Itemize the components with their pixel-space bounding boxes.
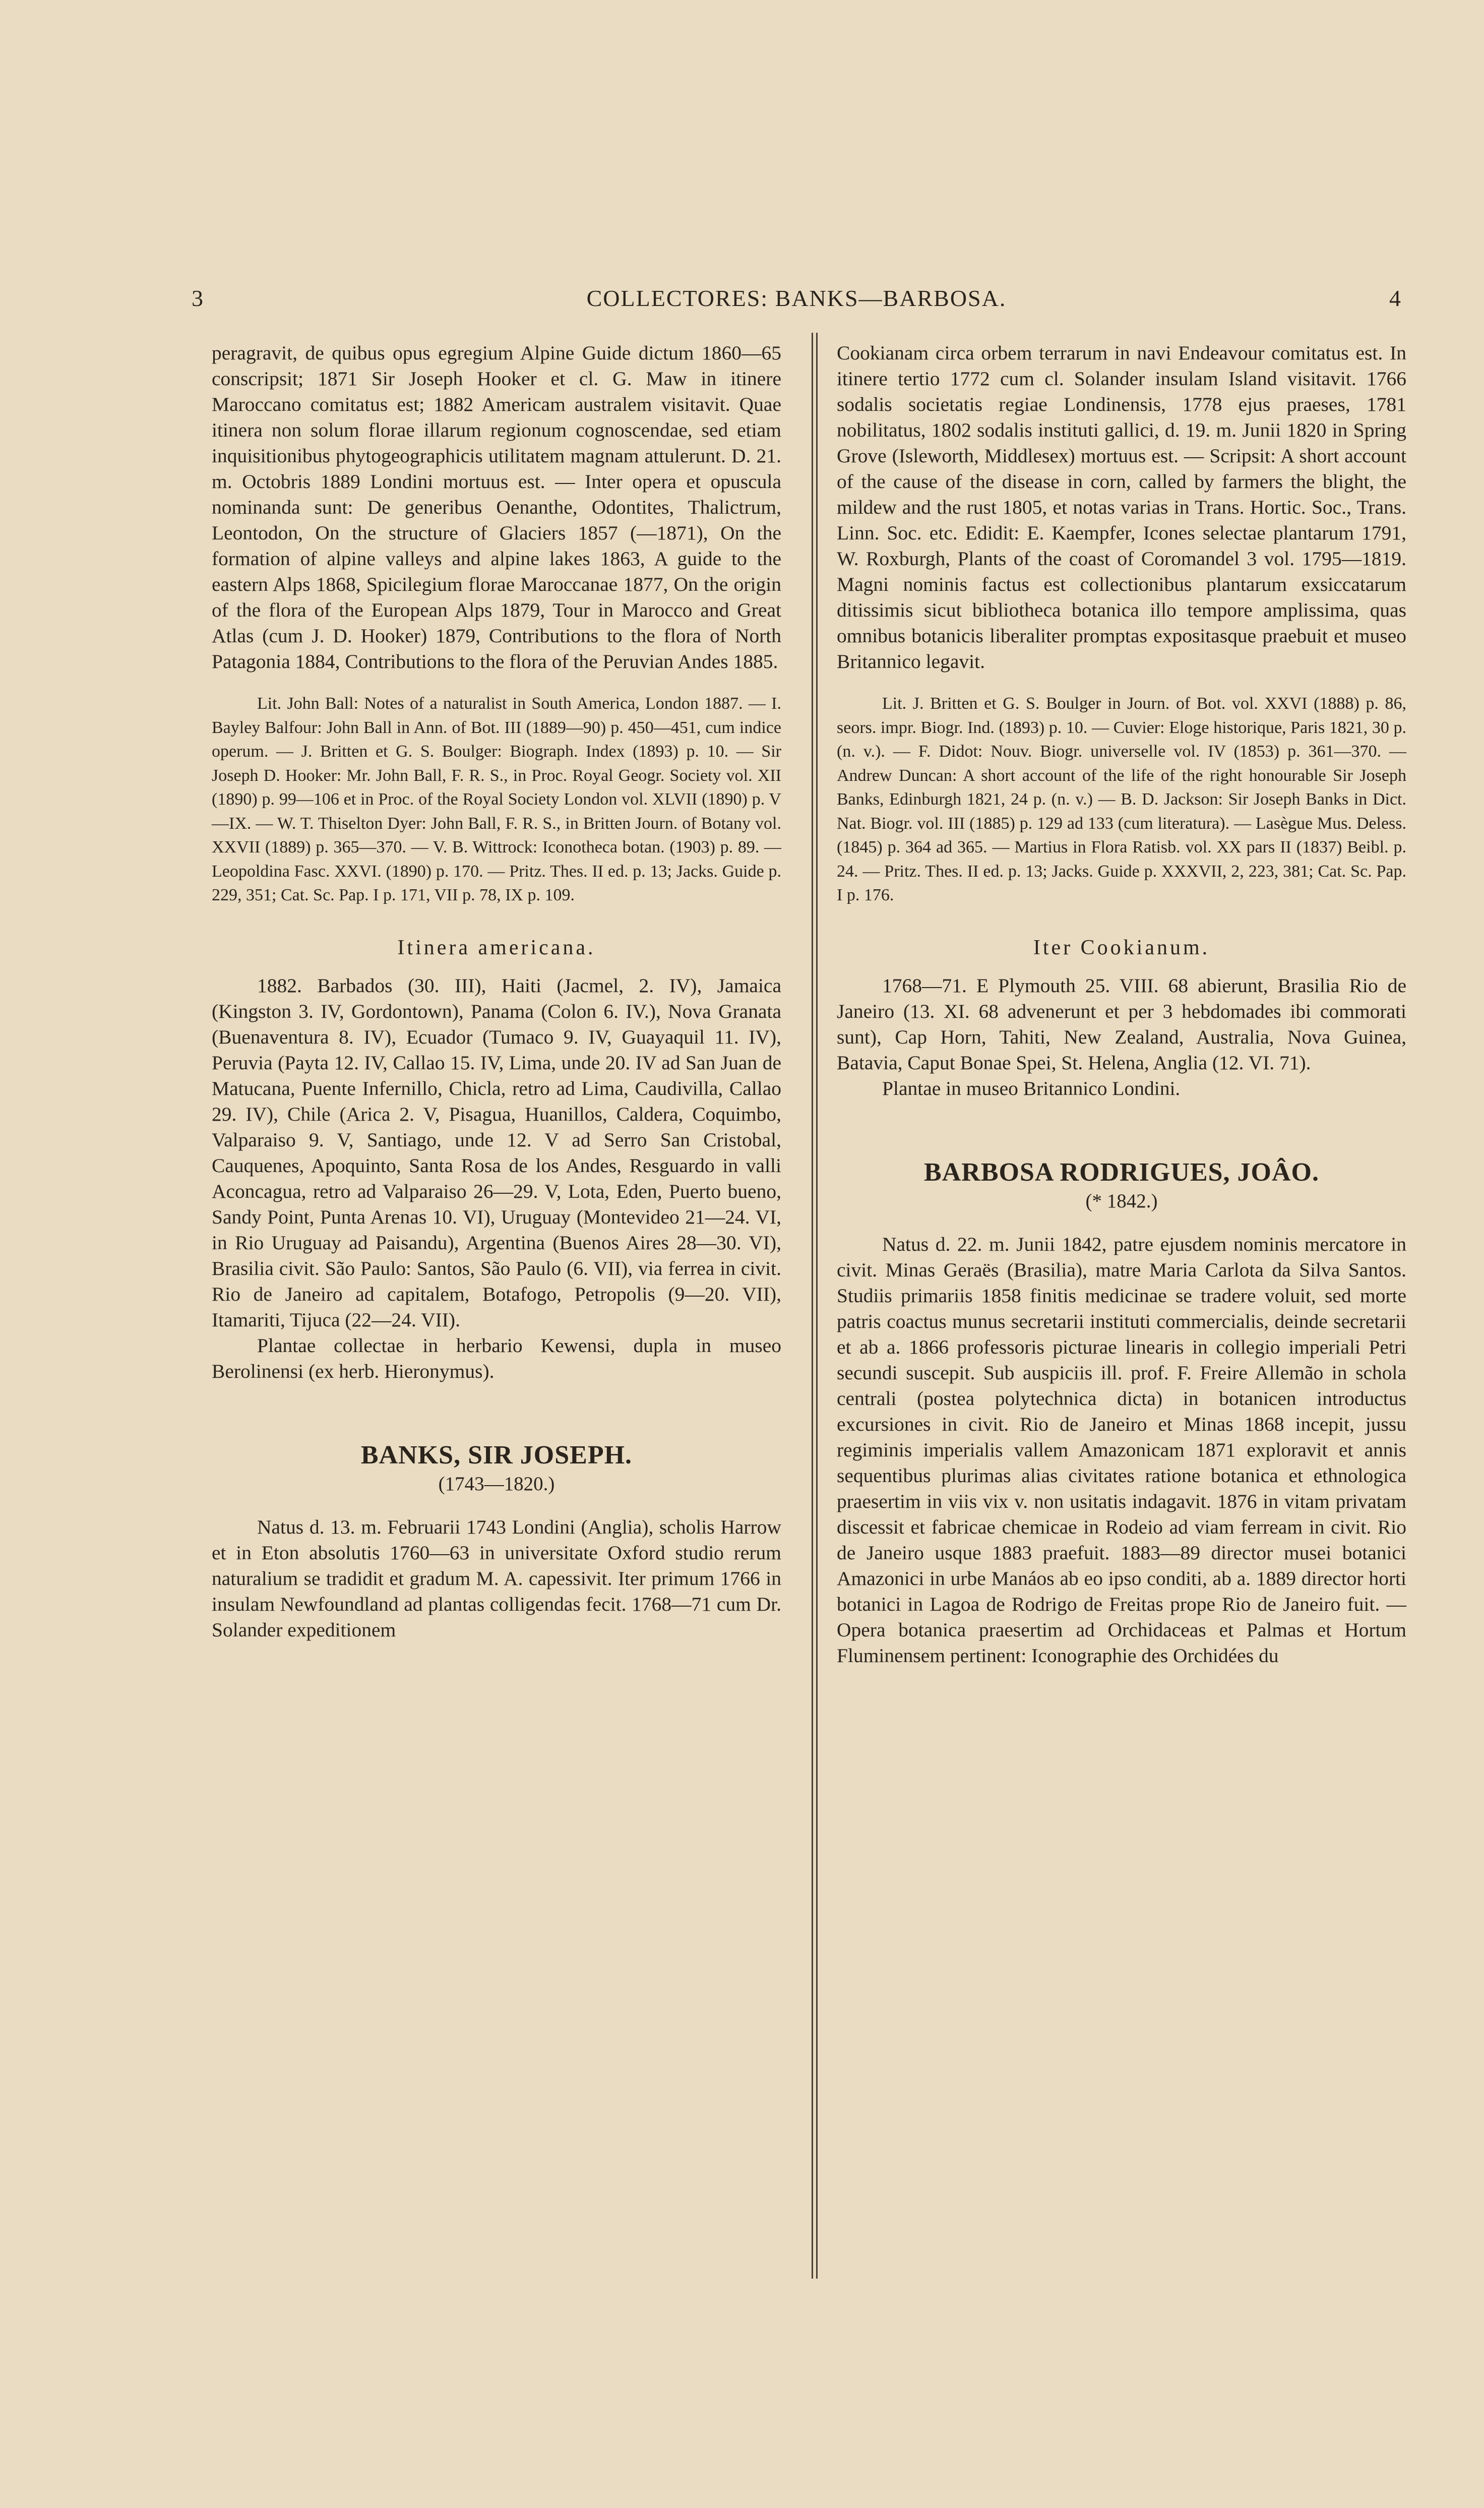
banks-biography-continued: Cookianam circa orbem terrarum in navi Endeavour comitatus est. In itinere tertio 1772 cum cl. Solander insulam Island visitavit. 1766 sodalis societatis regiae Londinensis, 1778 ejus praeses, 1781 nobilitatus, 1802 sodalis instituti gallici, d. 19. m. Junii 1820 in Spring Grove (Isleworth, Middlesex) mortuus est. — Scripsit: A short account of the cause of the disease in corn, called by farmers the blight, the mildew and the rust 1805, et notas varias in Trans. Hortic. Soc., Trans. Linn. Soc. etc. Edidit: E. Kaempfer, Icones selectae plantarum 1791, W. Roxburgh, Plants of the coast of Coromandel 3 vol. 1795—1819. Magni nominis factus est collectionibus plantarum exsiccatarum ditissimis sicut bibliotheca botanica illo tempore amplissima, quas omnibus botanicis liberaliter promptas expositasque praebuit et museo Britannico legavit. xyxy=(837,342,1406,672)
right-column xyxy=(837,340,1406,1669)
banks-itinerary: 1768—71. E Plymouth 25. VIII. 68 abierunt, Brasilia Rio de Janeiro (13. XI. 68 advenerunt et per 3 hebdomades ibi commorati sunt), Cap Horn, Tahiti, New Zealand, Australia, Nova Guinea, Batavia, Caput Bonae Spei, St. Helena, Anglia (12. VI. 71). xyxy=(837,974,1406,1074)
barbosa-biography: Natus d. 22. m. Junii 1842, patre ejusdem nominis mercatore in civit. Minas Geraës (Brasilia), matre Maria Carlota da Silva Santos. Studiis primariis 1858 finitis medicinae se tradere voluit, sed morte patris coactus munus secretarii instituti commercialis, deinde secretarii et ab a. 1866 professoris picturae linearis in collegio imperiali Petri secundi suscepit. Sub auspiciis ill. prof. F. Freire Allemão in schola centrali (postea polytechnica dicta) in botanicen introductus excursiones in civit. Rio de Janeiro et Minas 1868 incepit, jussu regiminis imperialis vallem Amazonicam 1871 exploravit et annis sequentibus plurimas alias civitates ratione botanica et ethnologica praesertim in viis vix v. non usitatis indagavit. 1876 in vitam privatam discessit et fabricae chemicae in Rodeio ad viam ferream in civit. Rio de Janeiro usque 1883 praefuit. 1883—89 director musei botanici Amazonici in urbe Manáos ab eo ipso conditi, ab a. 1889 director horti botanici in Lagoa de Rodrigo de Freitas prope Rio de Janeiro fuit. — Opera botanica praesertim ad Orchidaceas et Palmas et Hortum Fluminensem pertinent: Iconographie des Orchidées du xyxy=(837,1233,1406,1667)
ball-plantae: Plantae collectae in herbario Kewensi, dupla in museo Berolinensi (ex herb. Hieronymus). xyxy=(212,1334,781,1382)
page-header xyxy=(192,285,1401,320)
ball-itinerary-heading: Itinera americana. xyxy=(397,936,596,959)
banks-biography: Natus d. 13. m. Februarii 1743 Londini (Anglia), scholis Harrow et in Eton absolutis 1760—63 in universitate Oxford studio rerum naturalium se tradidit et gradum M. A. capessivit. Iter primum 1766 in insulam Newfoundland ad plantas colligendas fecit. 1768—71 cum Dr. Solander expeditionem xyxy=(212,1515,781,1641)
page-number-left: 3 xyxy=(192,285,204,311)
banks-itinerary-heading: Iter Cookianum. xyxy=(1033,936,1210,959)
barbosa-dates: (* 1842.) xyxy=(1085,1190,1158,1212)
barbosa-heading: BARBOSA RODRIGUES, JOÂO. xyxy=(924,1157,1319,1187)
page-number-right: 4 xyxy=(1389,285,1401,311)
banks-literature: Lit. J. Britten et G. S. Boulger in Journ. of Bot. vol. XXVI (1888) p. 86, seors. impr. Biogr. Ind. (1893) p. 10. — Cuvier: Eloge historique, Paris 1821, 30 p. (n. v.). — F. Didot: Nouv. Biogr. universelle vol. IV (1853) p. 361—370. — Andrew Duncan: A short account of the life of the right honourable Sir Joseph Banks, Edinburgh 1821, 24 p. (n. v.) — B. D. Jackson: Sir Joseph Banks in Dict. Nat. Biogr. vol. III (1885) p. 129 ad 133 (cum literatura). — Lasègue Mus. Deless. (1845) p. 364 ad 365. — Martius in Flora Ratisb. vol. XX pars II (1837) Beibl. p. 24. — Pritz. Thes. II ed. p. 13; Jacks. Guide p. XXXVII, 2, 223, 381; Cat. Sc. Pap. I p. 176. xyxy=(837,694,1406,904)
ball-literature: Lit. John Ball: Notes of a naturalist in South America, London 1887. — I. Bayley Balfour: John Ball in Ann. of Bot. III (1889—90) p. 450—451, cum indice operum. — J. Britten et G. S. Boulger: Biograph. Index (1893) p. 10. — Sir Joseph D. Hooker: Mr. John Ball, F. R. S., in Proc. Royal Geogr. Society vol. XII (1890) p. 99—106 et in Proc. of the Royal Society London vol. XLVII (1890) p. V—IX. — W. T. Thiselton Dyer: John Ball, F. R. S., in Britten Journ. of Botany vol. XXVII (1889) p. 365—370. — V. B. Wittrock: Iconotheca botan. (1903) p. 89. — Leopoldina Fasc. XXVI. (1890) p. 170. — Pritz. Thes. II ed. p. 13; Jacks. Guide p. 229, 351; Cat. Sc. Pap. I p. 171, VII p. 78, IX p. 109. xyxy=(212,694,781,904)
running-title: COLLECTORES: BANKS—BARBOSA. xyxy=(586,285,1007,311)
ball-biography-continued: peragravit, de quibus opus egregium Alpine Guide dictum 1860—65 conscripsit; 1871 Sir Joseph Hooker et cl. G. Maw in itinere Maroccano comitatus est; 1882 Americam australem visitavit. Quae itinera non solum florae illarum regionum cognoscendae, sed etiam inquisitionibus phytogeographicis utilitatem magnam attulerunt. D. 21. m. Octobris 1889 Londini mortuus est. — Inter opera et opuscula nominanda sunt: De generibus Oenanthe, Odontites, Thalictrum, Leontodon, On the structure of Glaciers 1857 (—1871), On the formation of alpine valleys and alpine lakes 1863, A guide to the eastern Alps 1868, Spicilegium florae Maroccanae 1877, On the origin of the flora of the European Alps 1879, Tour in Marocco and Great Atlas (cum J. D. Hooker) 1879, Contributions to the flora of North Patagonia 1884, Contributions to the flora of the Peruvian Andes 1885. xyxy=(212,342,781,672)
column-divider xyxy=(812,333,818,2279)
banks-heading: BANKS, SIR JOSEPH. xyxy=(360,1440,633,1470)
banks-plantae: Plantae in museo Britannico Londini. xyxy=(882,1077,1181,1099)
left-column xyxy=(212,340,781,1643)
ball-itinerary: 1882. Barbados (30. III), Haiti (Jacmel, 2. IV), Jamaica (Kingston 3. IV, Gordontown), Panama (Colon 6. IV.), Nova Granata (Buenaventura 8. IV), Ecuador (Tumaco 9. IV, Guayaquil 11. IV), Peruvia (Payta 12. IV, Callao 15. IV, Lima, unde 20. IV ad San Juan de Matucana, Puente Infernillo, Chicla, retro ad Lima, Caudivilla, Callao 29. IV), Chile (Arica 2. V, Pisagua, Huanillos, Caldera, Coquimbo, Valparaiso 9. V, Santiago, unde 12. V ad Serro San Cristobal, Cauquenes, Apoquinto, Santa Rosa de los Andes, Resguardo in valli Aconcagua, retro ad Valparaiso 26—29. V, Lota, Eden, Puerto bueno, Sandy Point, Punta Arenas 10. VI), Uruguay (Montevideo 21—24. VI, in Rio Uruguay ad Paisandu), Argentina (Buenos Aires 28—30. VI), Brasilia civit. São Paulo: Santos, São Paulo (6. VII), via ferrea in civit. Rio de Janeiro ad capitalem, Botafogo, Petropolis (9—20. VII), Itamariti, Tijuca (22—24. VII). xyxy=(212,974,781,1331)
banks-dates: (1743—1820.) xyxy=(438,1473,555,1495)
